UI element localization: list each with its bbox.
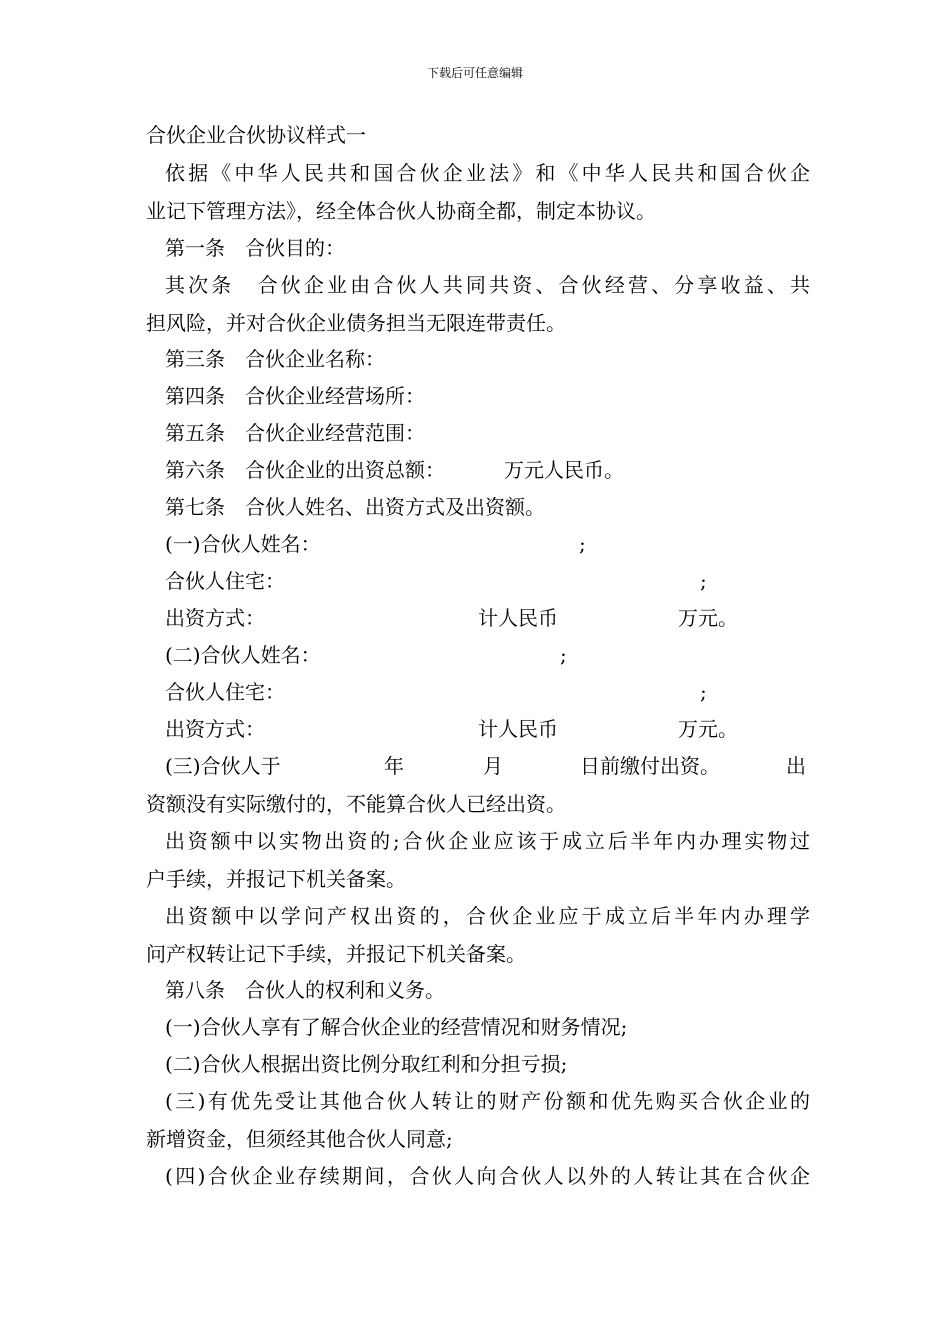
partner-1-rmb: 计人民币 xyxy=(478,606,558,630)
ip-line-1: 出资额中以学问产权出资的，合伙企业应于成立后半年内办理学 xyxy=(165,904,810,928)
right-3-line-1: (三)有优先受让其他合伙人转让的财产份额和优先购买合伙企业的 xyxy=(165,1089,810,1113)
partner-3-deadline-row xyxy=(165,753,810,779)
partner-1-address-label: 合伙人住宅： xyxy=(165,569,285,593)
partner-1-address-end: ; xyxy=(700,569,707,593)
partner-1-method-label: 出资方式： xyxy=(165,606,265,630)
partner-1-wan: 万元。 xyxy=(678,606,738,630)
article-7: 第七条 合伙人姓名、出资方式及出资额。 xyxy=(165,495,545,519)
preamble-line-2: 业记下管理方法》，经全体合伙人协商全都，制定本协议。 xyxy=(146,199,656,223)
article-8: 第八条 合伙人的权利和义务。 xyxy=(165,978,445,1002)
article-6 xyxy=(165,457,810,483)
partner-3-deadline-label: (三)合伙人于 xyxy=(165,754,281,778)
deadline-year: 年 xyxy=(384,754,404,778)
article-5: 第五条 合伙企业经营范围： xyxy=(165,421,425,445)
article-4: 第四条 合伙企业经营场所： xyxy=(165,384,425,408)
partner-1-method-row xyxy=(165,605,810,631)
partner-2-address-row xyxy=(165,679,810,705)
article-1: 第一条 合伙目的： xyxy=(165,236,345,260)
article-6-label: 第六条 合伙企业的出资总额： xyxy=(165,458,445,482)
document-title: 合伙企业合伙协议样式一 xyxy=(146,123,366,147)
partner-1-name-row xyxy=(165,531,810,557)
partner-1-address-row xyxy=(165,568,810,594)
article-3: 第三条 合伙企业名称： xyxy=(165,347,385,371)
payment-note: 资额没有实际缴付的，不能算合伙人已经出资。 xyxy=(146,792,566,816)
in-kind-line-2: 户手续，并报记下机关备案。 xyxy=(146,867,406,891)
right-1: (一)合伙人享有了解合伙企业的经营情况和财务情况; xyxy=(165,1015,628,1039)
deadline-day: 日前缴付出资。 xyxy=(580,754,720,778)
partner-1-name-end: ; xyxy=(579,532,586,556)
partner-2-method-label: 出资方式： xyxy=(165,717,265,741)
in-kind-line-1: 出资额中以实物出资的;合伙企业应该于成立后半年内办理实物过 xyxy=(165,829,810,853)
right-2: (二)合伙人根据出资比例分取红利和分担亏损; xyxy=(165,1052,568,1076)
preamble-line-1: 依据《中华人民共和国合伙企业法》和《中华人民共和国合伙企 xyxy=(165,161,810,185)
partner-1-name-label: (一)合伙人姓名： xyxy=(165,532,321,556)
article-2-line-1: 其次条 合伙企业由合伙人共同共资、合伙经营、分享收益、共 xyxy=(165,273,810,297)
deadline-month: 月 xyxy=(483,754,503,778)
partner-2-name-label: (二)合伙人姓名： xyxy=(165,643,321,667)
partner-2-wan: 万元。 xyxy=(678,717,738,741)
partner-2-method-row xyxy=(165,716,810,742)
article-6-unit: 万元人民币。 xyxy=(504,458,624,482)
article-2-line-2: 担风险，并对合伙企业债务担当无限连带责任。 xyxy=(146,311,566,335)
right-3-line-2: 新增资金，但须经其他合伙人同意; xyxy=(146,1127,453,1151)
partner-2-name-row xyxy=(165,642,810,668)
right-4-line-1: (四)合伙企业存续期间，合伙人向合伙人以外的人转让其在合伙企 xyxy=(165,1164,810,1188)
page-header: 下载后可任意编辑 xyxy=(426,66,523,80)
partner-2-address-label: 合伙人住宅： xyxy=(165,680,285,704)
ip-line-2: 问产权转让记下手续，并报记下机关备案。 xyxy=(146,942,526,966)
partner-2-name-end: ; xyxy=(560,643,567,667)
deadline-line-end: 出 xyxy=(786,754,806,778)
partner-2-address-end: ; xyxy=(700,680,707,704)
partner-2-rmb: 计人民币 xyxy=(478,717,558,741)
